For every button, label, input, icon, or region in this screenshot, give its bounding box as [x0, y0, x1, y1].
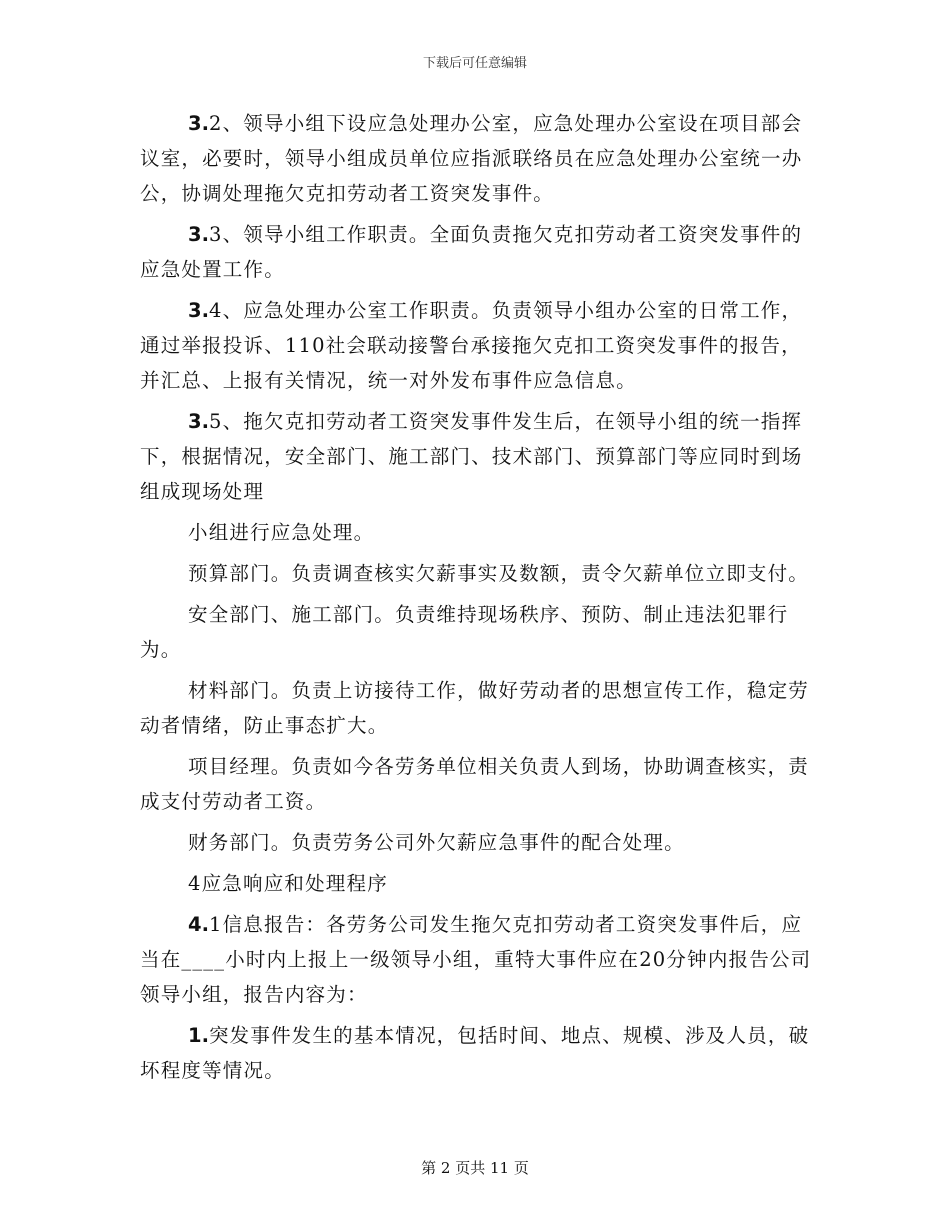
paragraph — [140, 673, 820, 743]
paragraph-text: 预算部门。负责调查核实欠薪事实及数额，责令欠薪单位立即支付。 — [188, 562, 810, 585]
paragraph-text: 3、领导小组工作职责。全面负责拖欠克扣劳动者工资突发事件的应急处置工作。 — [140, 223, 803, 281]
list-number: 1. — [188, 1024, 209, 1047]
paragraph-text: 2、领导小组下设应急处理办公室，应急处理办公室设在项目部会议室，必要时，领导小组成员单位应指派联络员在应急处理办公室统一办公，协调处理拖欠克扣劳动者工资突发事件。 — [140, 112, 803, 205]
paragraph — [140, 404, 820, 509]
paragraph — [140, 293, 820, 398]
paragraph-text: 1信息报告：各劳务公司发生拖欠克扣劳动者工资突发事件后，应当在____小时内上报上一级领导小组，重特大事件应在20分钟内报告公司领导小组，报告内容为： — [140, 913, 812, 1006]
paragraph — [140, 597, 820, 667]
paragraph-text: 财务部门。负责劳务公司外欠薪应急事件的配合处理。 — [188, 831, 685, 854]
section-heading — [140, 866, 820, 901]
paragraph-text: 4、应急处理办公室工作职责。负责领导小组办公室的日常工作，通过举报投诉、110社会联动接警台承接拖欠克扣工资突发事件的报告，并汇总、上报有关情况，统一对外发布事件应急信息。 — [140, 299, 803, 392]
section-number: 3. — [188, 299, 209, 322]
paragraph — [140, 515, 820, 550]
paragraph — [140, 825, 820, 860]
paragraph — [140, 556, 820, 591]
section-number: 4. — [188, 913, 209, 936]
paragraph-text: 小组进行应急处理。 — [188, 521, 375, 544]
page-header: 下载后可任意编辑 — [422, 56, 527, 71]
section-number: 3. — [188, 112, 209, 135]
paragraph — [140, 217, 820, 287]
paragraph-text: 4应急响应和处理程序 — [188, 872, 388, 895]
paragraph-text: 5、拖欠克扣劳动者工资突发事件发生后，在领导小组的统一指挥下，根据情况，安全部门、施工部门、技术部门、预算部门等应同时到场组成现场处理 — [140, 410, 803, 503]
paragraph — [140, 749, 820, 819]
paragraph — [140, 907, 820, 1012]
paragraph-text: 材料部门。负责上访接待工作，做好劳动者的思想宣传工作，稳定劳动者情绪，防止事态扩大。 — [140, 679, 810, 737]
section-number: 3. — [188, 410, 209, 433]
paragraph-text: 安全部门、施工部门。负责维持现场秩序、预防、制止违法犯罪行为。 — [140, 603, 789, 661]
paragraph — [140, 1018, 820, 1088]
section-number: 3. — [188, 223, 209, 246]
paragraph — [140, 106, 820, 211]
paragraph-text: 突发事件发生的基本情况，包括时间、地点、规模、涉及人员，破坏程度等情况。 — [140, 1024, 810, 1082]
document-body — [140, 106, 820, 1094]
paragraph-text: 项目经理。负责如今各劳务单位相关负责人到场，协助调查核实，责成支付劳动者工资。 — [140, 755, 810, 813]
page-footer: 第 2 页共 11 页 — [421, 1159, 529, 1177]
